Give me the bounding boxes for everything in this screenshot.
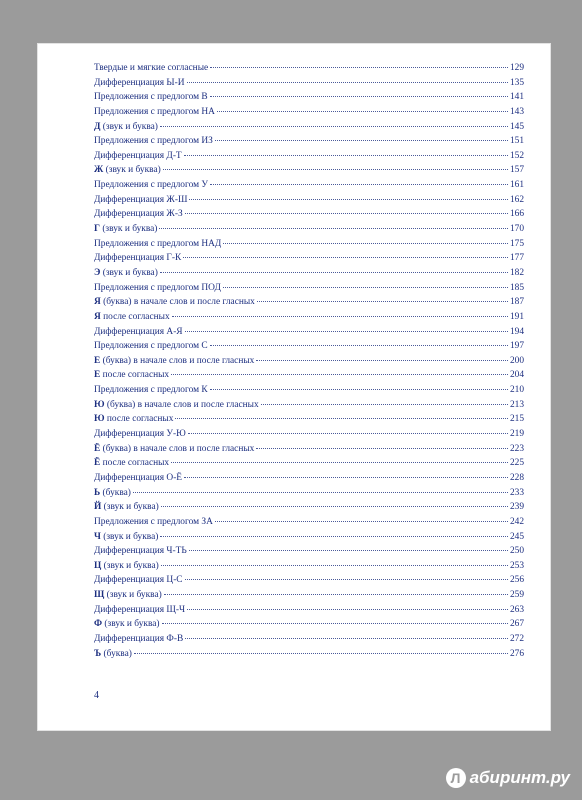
document-page	[38, 44, 550, 730]
toc-entry-text: (звук и буква)	[103, 165, 161, 176]
toc-leader-dots	[189, 199, 508, 200]
toc-entry-text: после согласных	[104, 414, 174, 425]
toc-page-number: 219	[509, 429, 524, 440]
toc-row	[94, 603, 524, 618]
toc-leader-dots	[133, 492, 508, 493]
toc-entry-text: Дифференциация Д-Т	[94, 150, 182, 161]
toc-page-number: 223	[509, 443, 524, 454]
toc-row	[94, 207, 524, 222]
toc-page-number: 215	[509, 414, 524, 425]
toc-page-number: 242	[509, 516, 524, 527]
toc-leader-dots	[160, 126, 508, 127]
toc-entry-letter: Е	[94, 370, 101, 381]
toc-page-number: 151	[509, 136, 524, 147]
toc-leader-dots	[188, 433, 508, 434]
toc-entry-text: после согласных	[100, 458, 170, 469]
toc-entry-label	[94, 544, 187, 559]
toc-page-number: 213	[509, 399, 524, 410]
toc-page-number: 267	[509, 619, 524, 630]
toc-page-number: 177	[509, 253, 524, 264]
toc-entry-text: Дифференциация Щ-Ч	[94, 604, 186, 615]
toc-entry-letter: Ё	[94, 443, 101, 454]
watermark-logo	[446, 768, 570, 788]
toc-entry-text: (звук и буква)	[101, 502, 159, 513]
toc-leader-dots	[185, 579, 508, 580]
toc-leader-dots	[160, 272, 508, 273]
toc-entry-letter: Ь	[94, 487, 101, 498]
toc-entry-label	[94, 398, 259, 413]
toc-page-number: 276	[509, 648, 524, 659]
toc-leader-dots	[215, 521, 508, 522]
toc-row	[94, 617, 524, 632]
toc-page-number: 194	[509, 326, 524, 337]
toc-page-number: 191	[509, 311, 524, 322]
toc-row	[94, 632, 524, 647]
toc-entry-label	[94, 207, 183, 222]
toc-entry-text: Предложения с предлогом ЗА	[94, 516, 213, 527]
toc-page-number: 253	[509, 560, 524, 571]
toc-entry-text: (звук и буква)	[100, 531, 159, 542]
toc-leader-dots	[163, 169, 508, 170]
toc-entry-label	[94, 193, 187, 208]
toc-page-number: 204	[509, 370, 524, 381]
toc-leader-dots	[162, 623, 508, 624]
toc-page-number: 210	[509, 385, 524, 396]
toc-leader-dots	[161, 565, 508, 566]
toc-entry-text: (звук и буква)	[100, 267, 158, 278]
toc-leader-dots	[184, 155, 508, 156]
toc-leader-dots	[215, 140, 508, 141]
toc-leader-dots	[210, 389, 508, 390]
labirint-logo-icon: Л	[446, 768, 466, 788]
toc-entry-letter: Г	[94, 224, 100, 235]
toc-entry-label	[94, 105, 215, 120]
toc-leader-dots	[161, 506, 508, 507]
toc-page-number: 200	[509, 355, 524, 366]
toc-row	[94, 149, 524, 164]
toc-row	[94, 412, 524, 427]
toc-entry-text: (буква)	[100, 487, 131, 498]
toc-entry-text: Предложения с предлогом ПОД	[94, 282, 221, 293]
toc-entry-text: Дифференциация А-Я	[94, 326, 183, 337]
toc-entry-label	[94, 90, 208, 105]
toc-entry-text: Дифференциация Ц-С	[94, 575, 183, 586]
toc-leader-dots	[185, 213, 508, 214]
toc-leader-dots	[261, 404, 508, 405]
toc-leader-dots	[217, 111, 508, 112]
toc-entry-label	[94, 427, 186, 442]
toc-page-number: 175	[509, 238, 524, 249]
toc-page-number: 259	[509, 590, 524, 601]
toc-entry-text: Дифференциация Г-К	[94, 253, 182, 264]
toc-entry-label	[94, 647, 132, 662]
toc-entry-label	[94, 76, 185, 91]
toc-leader-dots	[184, 477, 508, 478]
toc-entry-label	[94, 442, 254, 457]
toc-row	[94, 573, 524, 588]
toc-entry-text: Предложения с предлогом В	[94, 92, 208, 103]
toc-page-number: 197	[509, 341, 524, 352]
toc-entry-label	[94, 237, 221, 252]
toc-entry-letter: Э	[94, 267, 101, 278]
toc-entry-letter: Ф	[94, 619, 103, 630]
toc-entry-text: Дифференциация Ж-З	[94, 209, 183, 220]
toc-page-number: 233	[509, 487, 524, 498]
toc-entry-letter: Ч	[94, 531, 101, 542]
toc-page-number: 225	[509, 458, 524, 469]
toc-page-number: 141	[509, 92, 524, 103]
toc-page-number: 170	[509, 224, 524, 235]
toc-leader-dots	[223, 287, 508, 288]
toc-row	[94, 61, 524, 76]
toc-leader-dots	[164, 594, 508, 595]
toc-row	[94, 647, 524, 662]
toc-row	[94, 354, 524, 369]
toc-entry-label	[94, 471, 182, 486]
toc-entry-label	[94, 515, 213, 530]
toc-entry-label	[94, 61, 208, 76]
toc-entry-label	[94, 178, 208, 193]
toc-page-number: 145	[509, 121, 524, 132]
toc-page-number: 152	[509, 150, 524, 161]
toc-entry-text: Дифференциация Ж-Ш	[94, 194, 188, 205]
toc-entry-letter: Ё	[94, 458, 101, 469]
toc-entry-label	[94, 149, 182, 164]
toc-entry-text: Дифференциация Ы-И	[94, 77, 185, 88]
toc-entry-letter: Я	[94, 297, 101, 308]
toc-entry-text: после согласных	[100, 311, 170, 322]
toc-entry-text: (звук и буква)	[101, 560, 159, 571]
toc-leader-dots	[160, 536, 508, 537]
toc-row	[94, 339, 524, 354]
toc-entry-text: (буква) в начале слов и после гласных	[100, 297, 255, 308]
toc-entry-text: Предложения с предлогом С	[94, 341, 208, 352]
toc-leader-dots	[256, 448, 508, 449]
toc-page-number: 185	[509, 282, 524, 293]
toc-page-number: 135	[509, 77, 524, 88]
toc-leader-dots	[187, 609, 508, 610]
toc-leader-dots	[189, 550, 508, 551]
toc-entry-text: Предложения с предлогом ИЗ	[94, 136, 213, 147]
toc-entry-label	[94, 500, 159, 515]
toc-entry-text: (буква)	[101, 648, 132, 659]
toc-row	[94, 471, 524, 486]
toc-entry-label	[94, 354, 254, 369]
toc-leader-dots	[210, 67, 508, 68]
toc-entry-text: Дифференциация Ф-В	[94, 633, 184, 644]
toc-entry-letter: Й	[94, 502, 102, 513]
toc-entry-label	[94, 339, 208, 354]
toc-row	[94, 310, 524, 325]
toc-row	[94, 76, 524, 91]
toc-page-number: 228	[509, 472, 524, 483]
toc-row	[94, 456, 524, 471]
toc-entry-label	[94, 134, 213, 149]
toc-entry-label	[94, 486, 131, 501]
toc-leader-dots	[159, 228, 508, 229]
toc-leader-dots	[185, 638, 508, 639]
toc-entry-label	[94, 456, 169, 471]
toc-row	[94, 281, 524, 296]
toc-leader-dots	[223, 243, 508, 244]
toc-row	[94, 90, 524, 105]
toc-entry-text: Дифференциация У-Ю	[94, 429, 186, 440]
toc-page-number: 162	[509, 194, 524, 205]
toc-entry-text: после согласных	[100, 370, 170, 381]
toc-page-number: 250	[509, 546, 524, 557]
toc-entry-letter: Ю	[94, 414, 105, 425]
toc-leader-dots	[257, 301, 508, 302]
toc-row	[94, 295, 524, 310]
toc-row	[94, 325, 524, 340]
toc-entry-label	[94, 295, 255, 310]
toc-row	[94, 163, 524, 178]
toc-leader-dots	[172, 316, 508, 317]
toc-entry-label	[94, 266, 158, 281]
toc-leader-dots	[183, 257, 508, 258]
toc-entry-label	[94, 368, 169, 383]
toc-leader-dots	[134, 653, 508, 654]
toc-entry-letter: Е	[94, 355, 101, 366]
toc-entry-label	[94, 617, 160, 632]
toc-page-number: 272	[509, 633, 524, 644]
toc-entry-letter: Ц	[94, 560, 102, 571]
toc-leader-dots	[171, 374, 508, 375]
toc-row	[94, 500, 524, 515]
toc-row	[94, 398, 524, 413]
toc-leader-dots	[171, 462, 508, 463]
toc-row	[94, 222, 524, 237]
toc-entry-label	[94, 251, 181, 266]
toc-entry-letter: Я	[94, 311, 101, 322]
page-number: 4	[94, 690, 99, 701]
toc-page-number: 166	[509, 209, 524, 220]
toc-page-number: 245	[509, 531, 524, 542]
toc-entry-label	[94, 573, 183, 588]
toc-entry-text: (звук и буква)	[104, 590, 162, 601]
toc-entry-label	[94, 530, 158, 545]
toc-leader-dots	[175, 418, 508, 419]
toc-leader-dots	[210, 345, 508, 346]
toc-page-number: 161	[509, 180, 524, 191]
toc-entry-label	[94, 588, 162, 603]
toc-entry-text: Предложения с предлогом У	[94, 180, 209, 191]
toc-entry-letter: Ж	[94, 165, 104, 176]
toc-entry-text: (звук и буква)	[100, 121, 158, 132]
toc-row	[94, 383, 524, 398]
toc-page-number: 182	[509, 267, 524, 278]
toc-entry-text: (буква) в начале слов и после гласных	[104, 399, 259, 410]
toc-row	[94, 237, 524, 252]
toc-entry-text: Дифференциация О-Ё	[94, 472, 183, 483]
toc-row	[94, 251, 524, 266]
toc-entry-text: Предложения с предлогом К	[94, 385, 208, 396]
toc-entry-text: Твердые и мягкие согласные	[94, 63, 209, 73]
toc-page-number: 263	[509, 604, 524, 615]
toc-row	[94, 427, 524, 442]
toc-entry-letter: Щ	[94, 590, 105, 601]
toc-row	[94, 266, 524, 281]
toc-entry-text: (звук и буква)	[102, 619, 160, 630]
toc-entry-text: Предложения с предлогом НАД	[94, 238, 222, 249]
toc-entry-letter: Д	[94, 121, 101, 132]
toc-page-number: 256	[509, 575, 524, 586]
toc-leader-dots	[187, 82, 508, 83]
toc-entry-label	[94, 325, 183, 340]
toc-leader-dots	[185, 331, 508, 332]
toc-row	[94, 530, 524, 545]
toc-row	[94, 193, 524, 208]
toc-row	[94, 368, 524, 383]
toc-entry-label	[94, 603, 185, 618]
watermark-text: абиринт.ру	[469, 768, 570, 787]
toc-row	[94, 588, 524, 603]
toc-row	[94, 134, 524, 149]
toc-row	[94, 515, 524, 530]
toc-entry-label	[94, 310, 170, 325]
toc-page-number: 239	[509, 502, 524, 513]
toc-entry-letter: Ъ	[94, 648, 102, 659]
table-of-contents	[94, 61, 524, 661]
toc-entry-label	[94, 222, 157, 237]
toc-row	[94, 105, 524, 120]
toc-row	[94, 178, 524, 193]
toc-entry-label	[94, 120, 158, 135]
toc-leader-dots	[256, 360, 508, 361]
toc-entry-label	[94, 559, 159, 574]
toc-row	[94, 120, 524, 135]
toc-entry-label	[94, 383, 208, 398]
toc-page-number: 129	[509, 63, 524, 73]
toc-leader-dots	[210, 184, 508, 185]
toc-page-number: 143	[509, 106, 524, 117]
toc-page-number: 187	[509, 297, 524, 308]
toc-row	[94, 559, 524, 574]
toc-page-number: 157	[509, 165, 524, 176]
toc-entry-text: (звук и буква)	[99, 224, 158, 235]
toc-entry-text: (буква) в начале слов и после гласных	[100, 443, 255, 454]
toc-leader-dots	[210, 96, 508, 97]
toc-row	[94, 486, 524, 501]
toc-entry-letter: Ю	[94, 399, 105, 410]
toc-entry-label	[94, 632, 183, 647]
toc-entry-label	[94, 281, 221, 296]
toc-row	[94, 544, 524, 559]
toc-row	[94, 442, 524, 457]
toc-entry-label	[94, 412, 173, 427]
toc-entry-text: Предложения с предлогом НА	[94, 106, 215, 117]
toc-entry-text: (буква) в начале слов и после гласных	[100, 355, 255, 366]
toc-entry-text: Дифференциация Ч-ТЬ	[94, 546, 187, 557]
toc-entry-label	[94, 163, 161, 178]
